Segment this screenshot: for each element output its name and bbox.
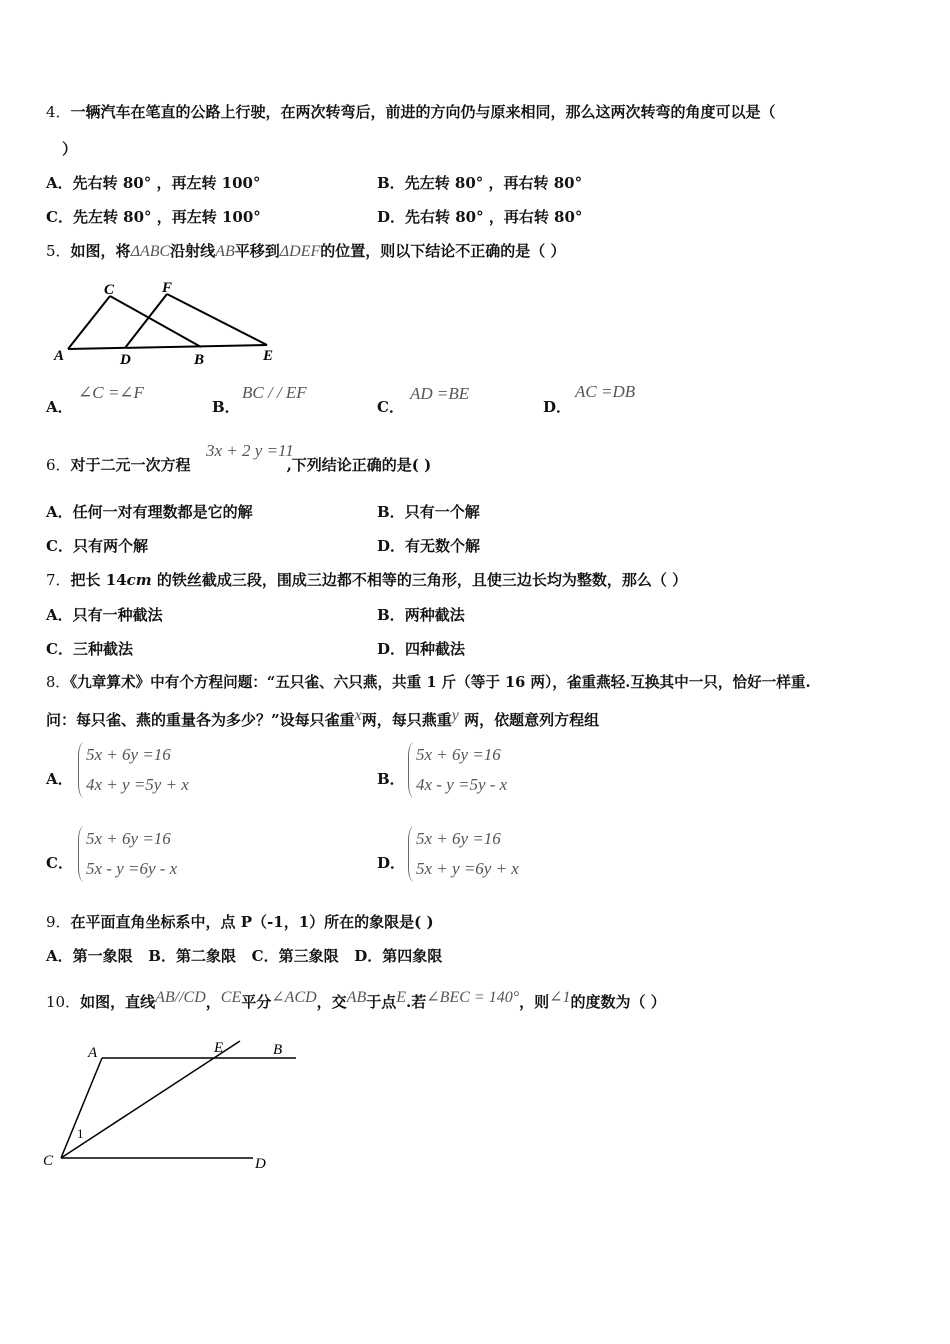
q6-option-b-label: B．: [377, 503, 405, 521]
q7-option-c-text: 三种截法: [72, 640, 133, 658]
q5-text-4: 的位置，则以下结论不正确的是（ ）: [320, 242, 566, 260]
q10-math-ab-parallel-cd: AB//CD: [155, 989, 206, 1006]
q5-option-a-label[interactable]: A．: [46, 398, 73, 416]
q9-number: 9．: [46, 913, 71, 931]
q10-text-2: ，: [205, 993, 221, 1011]
q5-number: 5．: [46, 242, 71, 260]
q7-option-d-label: D．: [377, 640, 406, 658]
q5-option-a-math[interactable]: ∠C =∠F: [78, 383, 144, 402]
q5-option-d-math[interactable]: AC =DB: [575, 382, 636, 401]
q9-options[interactable]: A．第一象限 B．第二象限 C．第三象限 D．第四象限: [46, 947, 443, 965]
q4-option-c[interactable]: [46, 206, 261, 228]
q9-text: 在平面直角坐标系中，点 P（-1，1）所在的象限是( ): [70, 913, 434, 931]
q8-var-y: y: [451, 707, 459, 724]
q6-option-d-text: 有无数个解: [405, 537, 481, 555]
q10-text-7: ，则: [519, 993, 550, 1011]
q10-math-ce: CE: [220, 989, 242, 1006]
q7-option-a-label: A．: [46, 606, 73, 624]
q7-option-c-label: C．: [46, 640, 73, 658]
q5-option-c-math[interactable]: AD =BE: [410, 384, 470, 403]
q5-stem: [46, 240, 565, 263]
q4-option-d-label: D．: [377, 208, 406, 226]
q5-label-b: B: [194, 352, 205, 368]
q10-text-6: .若: [406, 993, 427, 1011]
q4-option-a-label: A．: [46, 174, 73, 192]
q6-text-2: ,下列结论正确的是( ): [286, 456, 432, 474]
q10-label-b: B: [273, 1042, 283, 1058]
q4-option-d[interactable]: [377, 206, 582, 228]
q7-stem: [46, 569, 687, 591]
q5-text-2: 沿射线: [170, 242, 216, 260]
q8-option-a-eq1: 5x + 6y =16: [86, 745, 171, 764]
q5-label-a: A: [54, 348, 65, 364]
q8-option-d-eq1: 5x + 6y =16: [416, 829, 501, 848]
q7-option-a[interactable]: [46, 604, 163, 626]
q8-text-2a: 问：每只雀、燕的重量各为多少？”设每只雀重: [46, 711, 355, 729]
q10-math-e: E: [396, 989, 407, 1006]
q6-text-1: 对于二元一次方程: [70, 456, 191, 474]
q10-number: 10．: [46, 993, 81, 1011]
q6-option-b[interactable]: [377, 501, 480, 523]
q5-math-triangle-abc: ΔABC: [130, 243, 171, 260]
q10-segment-ca: [61, 1058, 102, 1158]
q10-text-3: 平分: [241, 993, 272, 1011]
q8-option-c-brace: [78, 826, 84, 882]
q7-text-2: 的铁丝截成三段，围成三边都不相等的三角形，且使三边长均为整数，那么（ ）: [151, 571, 688, 589]
q10-label-d: D: [255, 1156, 266, 1172]
q9-stem: [46, 911, 434, 933]
q8-option-c-eq2: 5x - y =6y - x: [86, 859, 178, 878]
q10-math-angle-1: ∠1: [549, 989, 571, 1006]
q4-stem: [46, 101, 776, 123]
q8-option-a-eq2: 4x + y =5y + x: [86, 775, 189, 794]
q4-option-a[interactable]: [46, 172, 261, 194]
q8-option-c-system[interactable]: [78, 824, 177, 884]
q7-option-c[interactable]: [46, 638, 133, 660]
q5-option-c-label[interactable]: C．: [377, 398, 404, 416]
q7-option-b-text: 两种截法: [404, 606, 465, 624]
q10-stem: [46, 991, 666, 1014]
q10-math-angle-acd: ∠ACD: [271, 989, 317, 1006]
q7-option-b-label: B．: [377, 606, 405, 624]
q10-text-5: 于点: [366, 993, 397, 1011]
q10-text-4: ，交: [316, 993, 347, 1011]
q5-text-1: 如图，将: [70, 242, 131, 260]
q8-option-a-system[interactable]: [78, 740, 189, 800]
q8-option-d-brace: [408, 826, 414, 882]
q8-option-c-eq1: 5x + 6y =16: [86, 829, 171, 848]
q8-text-line1: 《九章算术》中有个方程问题：“五只雀、六只燕，共重 1 斤（等于 16 两），雀重燕轻.互换其中一只，恰好一样重.: [69, 674, 811, 691]
q8-option-b-eq2: 4x - y =5y - x: [416, 775, 508, 794]
q5-segment-ae: [68, 345, 267, 349]
q5-segment-df: [125, 294, 167, 348]
q5-option-d-label[interactable]: D．: [543, 398, 572, 416]
q4-option-b[interactable]: [377, 172, 582, 194]
q10-math-angle-bec: ∠BEC = 140°: [426, 989, 520, 1006]
q8-option-b-brace: [408, 742, 414, 798]
q6-option-c[interactable]: [46, 535, 148, 557]
q7-option-d-text: 四种截法: [405, 640, 466, 658]
q5-label-f: F: [162, 280, 173, 296]
q6-option-d[interactable]: [377, 535, 480, 557]
q8-option-c-label[interactable]: C．: [46, 854, 73, 872]
q10-label-c: C: [43, 1153, 54, 1169]
q10-text-8: 的度数为（ ）: [570, 993, 666, 1011]
q6-number: 6．: [46, 456, 71, 474]
q4-number: 4．: [46, 103, 71, 121]
q4-option-d-text: 先右转 80° ，再右转 80°: [405, 208, 583, 226]
q6-option-a-label: A．: [46, 503, 73, 521]
q4-option-c-label: C．: [46, 208, 73, 226]
q7-option-b[interactable]: [377, 604, 465, 626]
q5-text-3: 平移到: [234, 242, 280, 260]
q10-text-1: 如图，直线: [80, 993, 156, 1011]
q8-option-a-brace: [78, 742, 84, 798]
q5-math-triangle-def: ΔDEF: [279, 243, 321, 260]
q4-option-b-text: 先左转 80° ，再右转 80°: [404, 174, 583, 192]
q6-option-a-text: 任何一对有理数都是它的解: [72, 503, 253, 521]
q8-stem-line1: [46, 672, 811, 694]
q4-option-a-text: 先右转 80° ，再左转 100°: [72, 174, 261, 192]
q7-number: 7．: [46, 571, 71, 589]
q8-option-d-system[interactable]: [408, 824, 519, 884]
q8-text-2c: 两，依题意列方程组: [458, 711, 600, 729]
q7-text-1: 把长 14: [70, 571, 127, 589]
q5-label-d: D: [120, 352, 131, 368]
q4-option-c-text: 先左转 80° ，再左转 100°: [72, 208, 261, 226]
q5-segment-ac: [68, 296, 110, 349]
q10-label-e: E: [214, 1040, 224, 1056]
q10-label-1: 1: [77, 1126, 84, 1141]
q10-math-ab: AB: [346, 989, 367, 1006]
q6-option-c-text: 只有两个解: [72, 537, 148, 555]
q8-option-a-label[interactable]: A．: [46, 770, 73, 788]
q8-option-b-system[interactable]: [408, 740, 507, 800]
q10-label-a: A: [88, 1045, 98, 1061]
q8-var-x: x: [354, 707, 362, 724]
q8-text-2b: 两，每只燕重: [361, 711, 452, 729]
q5-math-ab: AB: [215, 243, 235, 260]
q8-stem-line2: [46, 709, 599, 732]
q10-figure: [40, 1035, 305, 1175]
q5-label-e: E: [263, 348, 274, 364]
q7-option-d[interactable]: [377, 638, 465, 660]
q8-option-d-eq2: 5x + y =6y + x: [416, 859, 519, 878]
q6-option-a[interactable]: [46, 501, 253, 523]
q6-equation: 3x + 2 y =11: [206, 441, 294, 460]
q8-number: 8．: [46, 674, 70, 691]
q6-option-d-label: D．: [377, 537, 406, 555]
q7-option-a-text: 只有一种截法: [72, 606, 163, 624]
q6-option-c-label: C．: [46, 537, 73, 555]
q8-option-b-eq1: 5x + 6y =16: [416, 745, 501, 764]
q5-label-c: C: [104, 282, 115, 298]
q8-option-d-label[interactable]: D．: [377, 854, 406, 872]
q7-unit: cm: [126, 571, 152, 589]
q5-option-b-math[interactable]: BC / / EF: [242, 383, 307, 402]
q4-close-paren: ）: [62, 140, 78, 158]
q5-option-b-label[interactable]: B．: [212, 398, 240, 416]
q6-option-b-text: 只有一个解: [404, 503, 480, 521]
q4-option-b-label: B．: [377, 174, 405, 192]
q5-figure: [45, 275, 285, 370]
q8-option-b-label[interactable]: B．: [377, 770, 405, 788]
q4-text: 一辆汽车在笔直的公路上行驶，在两次转弯后，前进的方向仍与原来相同，那么这两次转弯的角度可以是（: [70, 103, 776, 121]
